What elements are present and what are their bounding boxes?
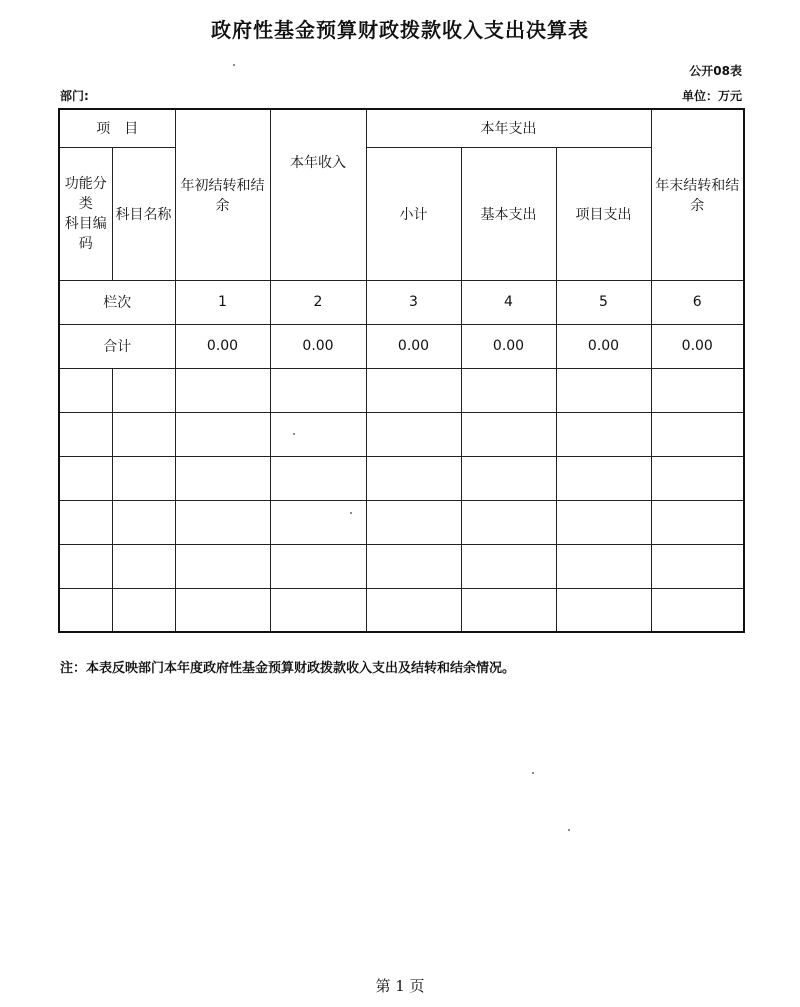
header-end-balance: 年末结转和结余 (651, 109, 744, 280)
header-begin-balance: 年初结转和结余 (175, 109, 270, 280)
table-cell (651, 588, 744, 632)
scan-speck (350, 512, 352, 514)
column-number: 5 (556, 280, 651, 324)
table-cell (112, 500, 175, 544)
column-number: 2 (270, 280, 366, 324)
column-number: 1 (175, 280, 270, 324)
table-cell (59, 588, 112, 632)
budget-table (58, 108, 745, 633)
table-cell (556, 412, 651, 456)
table-cell (556, 368, 651, 412)
table-row (59, 500, 744, 544)
table-cell (112, 368, 175, 412)
table-cell (270, 456, 366, 500)
table-cell (270, 412, 366, 456)
footnote: 注：本表反映部门本年度政府性基金预算财政拨款收入支出及结转和结余情况。 (60, 661, 516, 676)
scan-speck (293, 433, 295, 435)
header-basic-exp: 基本支出 (461, 147, 556, 280)
table-row (59, 456, 744, 500)
scan-speck (568, 829, 570, 831)
table-cell (556, 544, 651, 588)
table-cell (270, 588, 366, 632)
scan-speck (532, 772, 534, 774)
table-cell (175, 500, 270, 544)
table-cell (651, 412, 744, 456)
table-cell (175, 544, 270, 588)
table-cell (59, 368, 112, 412)
table-cell (461, 412, 556, 456)
total-value: 0.00 (175, 324, 270, 368)
table-cell (175, 368, 270, 412)
column-number: 6 (651, 280, 744, 324)
table-cell (461, 368, 556, 412)
table-cell (366, 500, 461, 544)
table-cell (175, 456, 270, 500)
total-value: 0.00 (556, 324, 651, 368)
table-row (59, 412, 744, 456)
table-cell (59, 412, 112, 456)
total-label: 合计 (59, 324, 175, 368)
table-cell (461, 588, 556, 632)
table-cell (112, 456, 175, 500)
header-func-code: 功能分类 科目编码 (59, 147, 112, 280)
column-number: 3 (366, 280, 461, 324)
table-cell (556, 500, 651, 544)
empty-rows (59, 368, 744, 632)
table-cell (651, 456, 744, 500)
scan-speck (233, 64, 235, 66)
page-number: 第 1 页 (375, 977, 425, 995)
table-cell (461, 500, 556, 544)
table-cell (461, 544, 556, 588)
table-cell (270, 500, 366, 544)
table-cell (366, 544, 461, 588)
table-cell (366, 588, 461, 632)
table-row (59, 588, 744, 632)
column-number: 4 (461, 280, 556, 324)
table-cell (59, 456, 112, 500)
unit-label: 单位：万元 (681, 89, 742, 103)
table-cell (651, 544, 744, 588)
table-cell (270, 544, 366, 588)
table-cell (651, 500, 744, 544)
total-value: 0.00 (651, 324, 744, 368)
table-row (59, 368, 744, 412)
form-number: 公开08表 (689, 64, 742, 78)
header-subtotal: 小计 (366, 147, 461, 280)
table-cell (556, 456, 651, 500)
department-label: 部门: (60, 89, 89, 103)
table-cell (59, 500, 112, 544)
table-cell (270, 368, 366, 412)
table-cell (366, 368, 461, 412)
table-cell (651, 368, 744, 412)
total-value: 0.00 (366, 324, 461, 368)
table-cell (175, 588, 270, 632)
table-cell (112, 544, 175, 588)
header-expenditure-group: 本年支出 (366, 109, 651, 147)
table-cell (175, 412, 270, 456)
total-value: 0.00 (270, 324, 366, 368)
header-subject-name: 科目名称 (112, 147, 175, 280)
table-row (59, 544, 744, 588)
header-item: 项 目 (59, 109, 175, 147)
table-cell (461, 456, 556, 500)
header-income: 本年收入 (270, 109, 366, 280)
total-value: 0.00 (461, 324, 556, 368)
table-cell (59, 544, 112, 588)
table-cell (366, 412, 461, 456)
table-cell (556, 588, 651, 632)
column-number-label: 栏次 (59, 280, 175, 324)
header-project-exp: 项目支出 (556, 147, 651, 280)
page-title: 政府性基金预算财政拨款收入支出决算表 (211, 18, 589, 42)
table-cell (366, 456, 461, 500)
table-cell (112, 588, 175, 632)
table-cell (112, 412, 175, 456)
